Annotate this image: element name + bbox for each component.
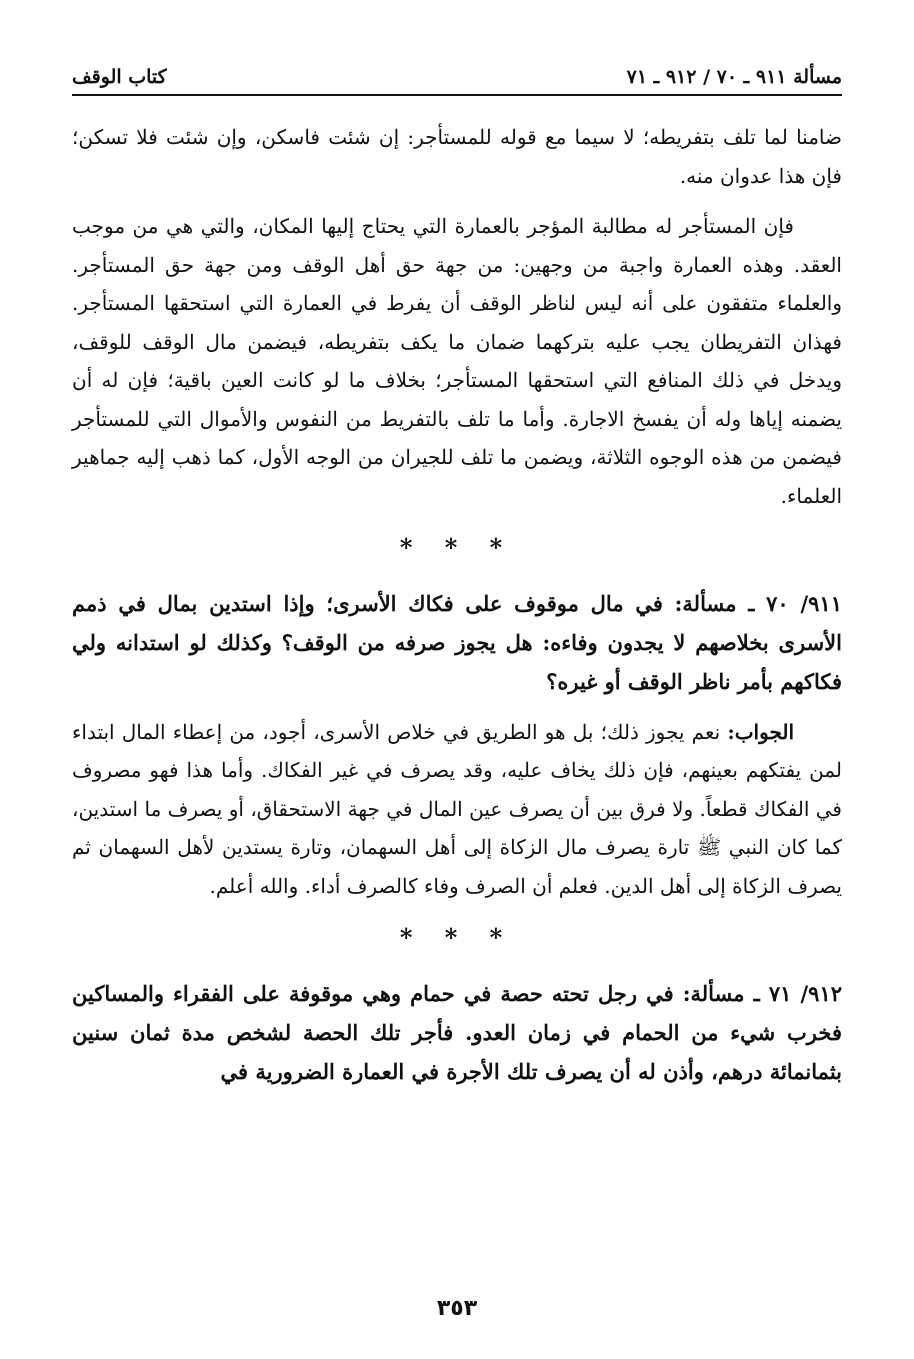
section-separator: * * *	[399, 923, 515, 952]
section-separator: * * *	[399, 533, 515, 562]
question-912: ٩١٢/ ٧١ ـ مسألة: في رجل تحته حصة في حمام وهي موقوفة على الفقراء والمساكين فخرب شيء من الحمام في زمان العدو. فأجر تلك الحصة لشخص مدة ثمان سنين بثمانمائة درهم، وأذن له أن يصرف تلك الأجرة في العمارة الضرورية في	[72, 980, 843, 1084]
answer-911	[72, 713, 842, 906]
page-body	[72, 118, 842, 1103]
answer-text: نعم يجوز ذلك؛ بل هو الطريق في خلاص الأسرى، أجود، من إعطاء المال ابتداء لمن يفتكهم بعينهم، فإن ذلك يخاف عليه، وقد يصرف في غير الفكاك. وأما هذا فهو مصروف في الفكاك قطعاً. ولا فرق بين أن يصرف عين المال في جهة الاستحقاق، أو يصرف ما استدين، كما كان النبي ﷺ تارة يصرف مال الزكاة إلى أهل السهمان، وتارة يستدين لأهل السهمان ثم يصرف الزكاة إلى أهل الدين. فعلم أن الصرف وفاء كالصرف أداء. والله أعلم.	[72, 719, 842, 898]
paragraph-lessee-rights: فإن المستأجر له مطالبة المؤجر بالعمارة التي يحتاج إليها المكان، والتي هي من موجب العقد. وهذه العمارة واجبة من وجهين: من جهة حق أهل الوقف ومن جهة حق المستأجر. والعلماء متفقون على أنه ليس لناظر الوقف أن يفرط في العمارة التي استحقها المستأجر. فهذان التفريطان يجب عليه بتركهما ضمان ما يكف بتفريطه، فيضمن مال الوقف للوقف، ويدخل في ذلك المنافع التي استحقها المستأجر؛ بخلاف ما لو كانت العين باقية؛ فإن له أن يضمنه إياها وله أن يفسخ الاجارة. وأما ما تلف بالتفريط من النفوس والأموال التي للمستأجر فيضمن من هذه الوجوه الثلاثة، ويضمن ما تلف للجيران من الوجه الأول، كما ذهب إليه جماهير العلماء.	[72, 214, 843, 508]
header-issue-range: مسألة ٩١١ ـ ٧٠ / ٩١٢ ـ ٧١	[626, 66, 842, 88]
header-book-title: كتاب الوقف	[72, 66, 167, 88]
page-number: ٣٥٣	[436, 1296, 478, 1321]
paragraph-continuation: ضامنا لما تلف بتفريطه؛ لا سيما مع قوله للمستأجر: إن شئت فاسكن، وإن شئت فلا تسكن؛ فإن هذا عدوان منه.	[72, 125, 842, 188]
question-911: ٩١١/ ٧٠ ـ مسألة: في مال موقوف على فكاك الأسرى؛ وإذا استدين بمال في ذمم الأسرى بخلاصهم لا يجدون وفاءه: هل يجوز صرفه من الوقف؟ وكذلك لو استدانه ولي فكاكهم بأمر ناظر الوقف أو غيره؟	[72, 590, 842, 694]
answer-label: الجواب:	[727, 719, 795, 744]
running-header	[72, 56, 842, 96]
